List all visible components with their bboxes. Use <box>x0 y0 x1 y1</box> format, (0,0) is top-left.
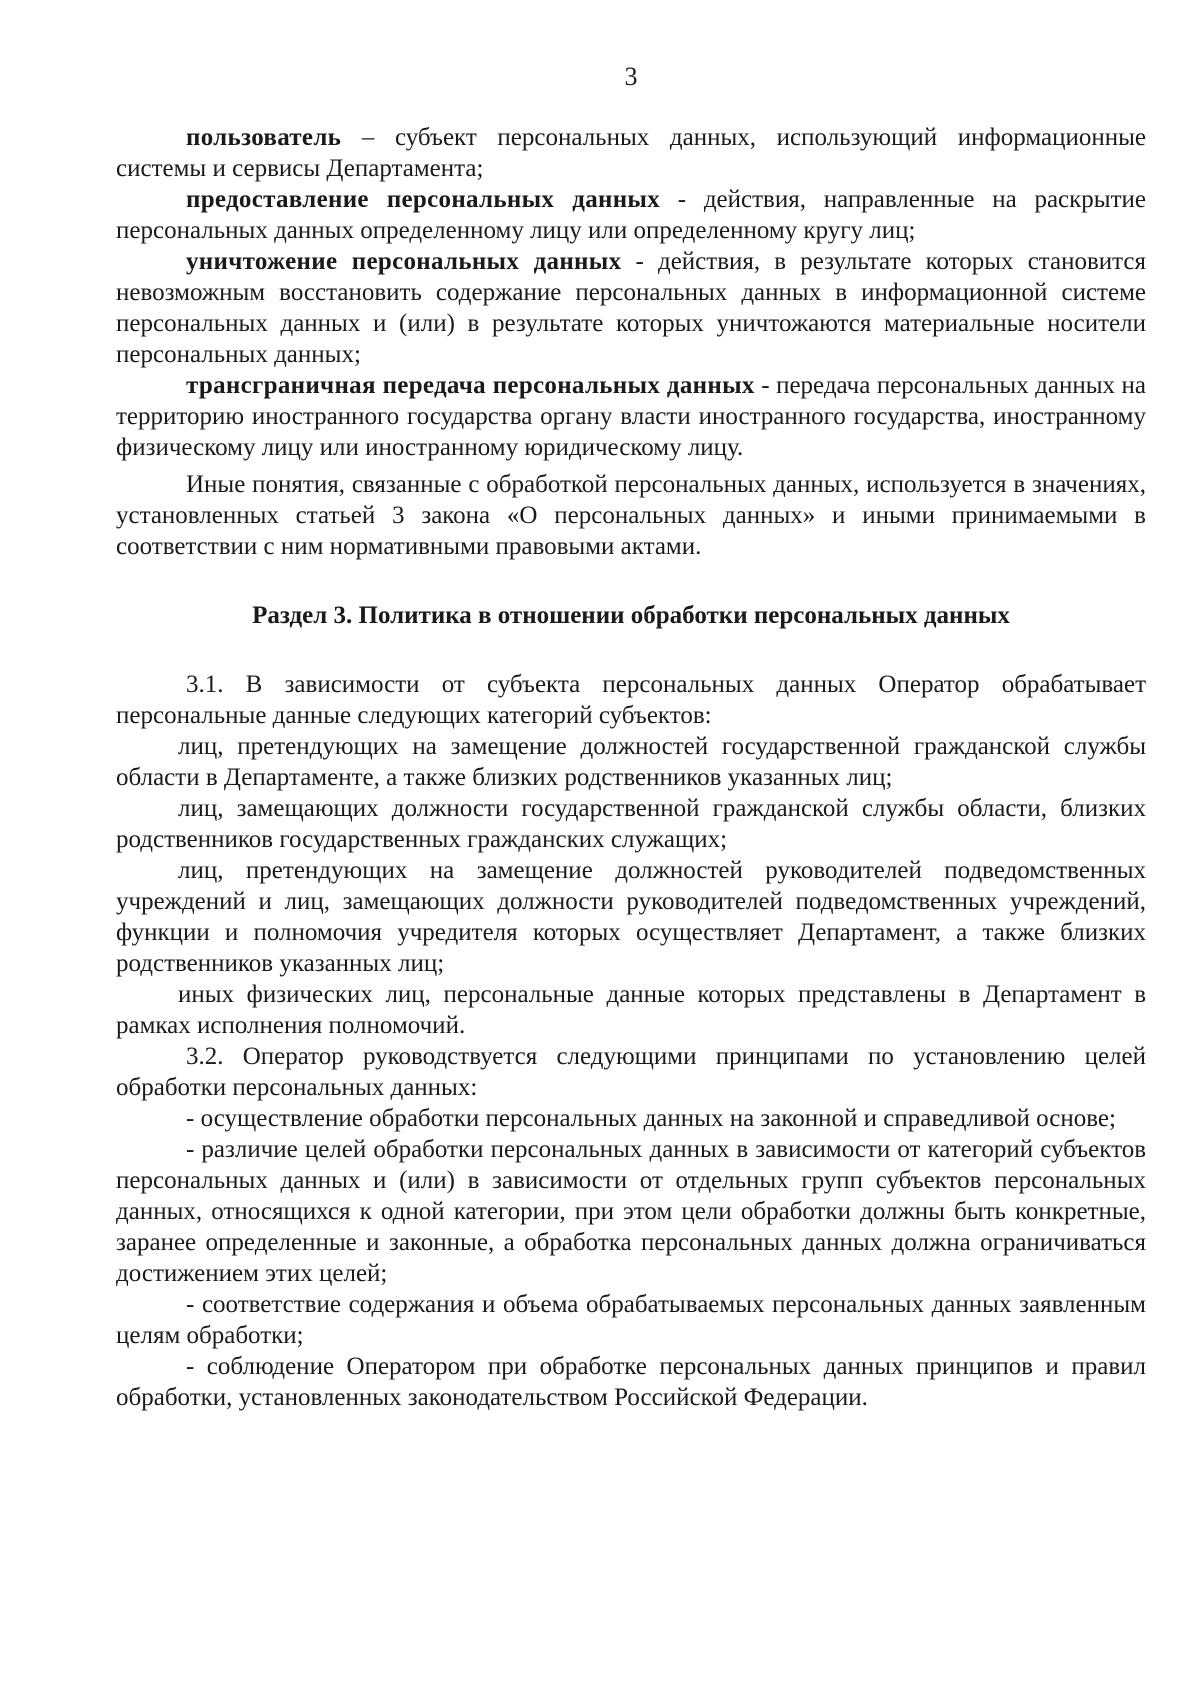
definition-text: субъект персональных данных, использующий информационные системы и сервисы Департамента; <box>116 124 1146 182</box>
principle-item: - различие целей обработки персональных данных в зависимости от категорий субъектов персональных данных и (или) в зависимости от отдельных групп субъектов персональных данных, относящихся к одной категории, при этом цели обработки должны быть конкретные, заранее определенные и законные, а обработка персональных данных должна ограничиваться достижением этих целей; <box>116 1136 1146 1287</box>
subject-category-item: лиц, претендующих на замещение должностей государственной гражданской службы области в Департаменте, а также близких родственников указанных лиц; <box>116 733 1146 791</box>
definition-term: уничтожение персональных данных <box>186 248 622 275</box>
definition-separator: - <box>660 186 704 213</box>
definition-cross-border <box>116 370 1146 463</box>
subject-category-item: лиц, претендующих на замещение должностей руководителей подведомственных учреждений и лиц, замещающих должности руководителей подведомственных учреждений, функции и полномочия учредителя которых осуществляет Департамент, а также близких родственников указанных лиц; <box>116 857 1146 977</box>
section-title: Раздел 3. Политика в отношении обработки персональных данных <box>252 602 1010 629</box>
principle-item: - осуществление обработки персональных данных на законной и справедливой основе; <box>186 1105 1116 1132</box>
principle-item: - соблюдение Оператором при обработке персональных данных принципов и правил обработки, установленных законодательством Российской Федерации. <box>116 1353 1146 1411</box>
definition-user <box>116 122 1146 184</box>
definition-text: действия, в результате которых становится невозможным восстановить содержание персональных данных в информационной системе персональных данных и (или) в результате которых уничтожаются материальные носители персональных данных; <box>116 248 1147 368</box>
definition-separator: – <box>341 124 395 151</box>
point-3-2: 3.2. Оператор руководствуется следующими принципами по установлению целей обработки персональных данных: <box>116 1043 1146 1101</box>
subject-category-item: лиц, замещающих должности государственной гражданской службы области, близких родственников государственных гражданских служащих; <box>116 795 1146 853</box>
definition-provision <box>116 184 1146 246</box>
subject-category-item: иных физических лиц, персональные данные которых представлены в Департамент в рамках исполнения полномочий. <box>116 981 1146 1039</box>
definition-term: предоставление персональных данных <box>186 186 661 213</box>
point-3-1: 3.1. В зависимости от субъекта персональных данных Оператор обрабатывает персональные данные следующих категорий субъектов: <box>116 671 1146 729</box>
definition-term: пользователь <box>186 124 342 151</box>
page-number: 3 <box>624 62 638 91</box>
policy-block <box>116 669 1146 1413</box>
definition-separator: - <box>754 372 777 399</box>
definition-destruction <box>116 246 1146 370</box>
definition-term: трансграничная передача персональных данных <box>186 372 755 399</box>
principle-item: - соответствие содержания и объема обрабатываемых персональных данных заявленным целям обработки; <box>116 1291 1146 1349</box>
definition-text: действия, направленные на раскрытие персональных данных определенному лицу или определенному кругу лиц; <box>116 186 1146 244</box>
definitions-note: Иные понятия, связанные с обработкой персональных данных, используется в значениях, установленных статьей 3 закона «О персональных данных» и иными принимаемыми в соответствии с ним нормативными правовыми актами. <box>116 471 1146 560</box>
definition-text: передача персональных данных на территорию иностранного государства органу власти иностранного государства, иностранному физическому лицу или иностранному юридическому лицу. <box>116 372 1147 461</box>
definitions-block <box>116 122 1146 562</box>
definition-separator: - <box>621 248 658 275</box>
